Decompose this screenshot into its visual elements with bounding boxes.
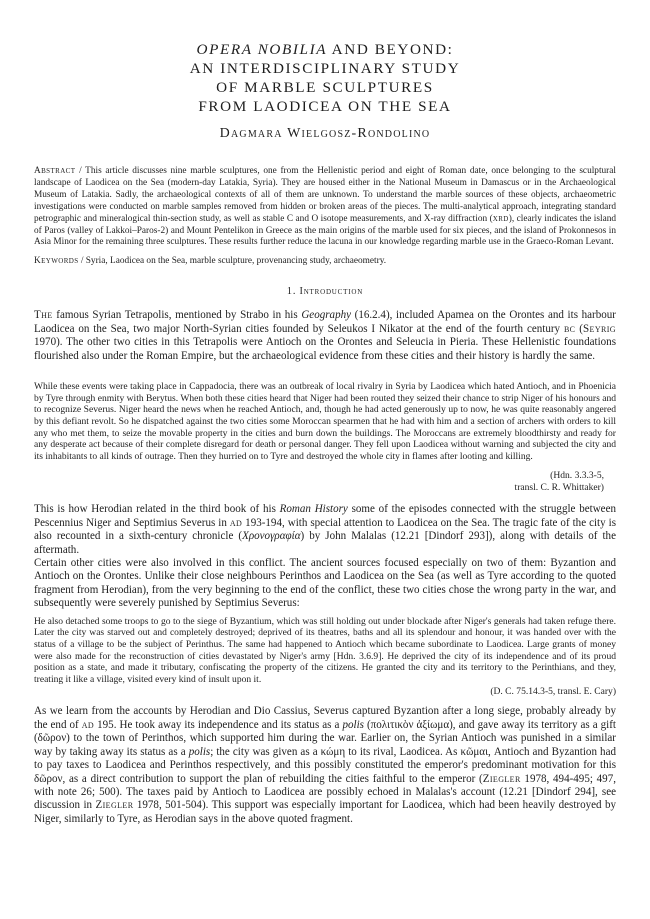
quote-1-citation: [34, 470, 604, 493]
block-quote-2: He also detached some troops to go to the siege of Byzantium, which was still holding out under blockade after Niger's generals had taken refuge there. Later the city was starved out and completely destroyed; deprived of its theatres, baths and all its splendour and honour, it was handed over with the status of a village to be the subject of Perinthus. The same had happened to Antioch which became subordinate to Laodicea. Large grants of money were also made for the reconstruction of cities devastated by Niger's army [Hdn. 3.6.9]. He deprived the city of its independence and of its proud position as a state, and made it tributary, confiscating the property of the citizens. He granted the city and its territory to the Perinthians, and they, treating it like a village, visited every kind of insult upon it.: [34, 615, 616, 686]
block-quote-1: While these events were taking place in Cappadocia, there was an outbreak of local rivalry in Syria by Laodicea which hated Antioch, and in Phoenicia by Tyre through enmity with Berytus. When both these cities heard that Niger had been routed they seized their chance to strip Niger of his honours and to recognize Severus. Niger heard the news when he reached Antioch, and, though he had acted generously up to now, he was quite reasonably angered by this defiant revolt. So he dispatched against the two cities some Moroccan spearmen that he had with him and a section of archers with orders to kill any who met them, to seize the movable property in the cities and burn down the buildings. The Moroccans are extremely bloodthirsty and ready for any desperate act because of their complete disregard for death or personal danger. They fell upon Laodicea without warning and subjected the city and its inhabitants to all kinds of outrage. Then they hurried on to Tyre and destroyed the whole city in flames after looting and killing.: [34, 380, 616, 463]
citation-ziegler: Ziegler: [482, 772, 521, 785]
text-run: (16.2.4), included Apamea on the Orontes and its harbour Laodicea on the Sea, two major North-Syrian cities founded by Seleukos I Nikator at the end of the fourth century: [34, 309, 616, 335]
abstract-label: Abstract: [34, 166, 76, 176]
quote-2-citation: (D. C. 75.14.3-5, transl. E. Cary): [490, 685, 616, 697]
text-run: some of the episodes connected with the struggle between Pescennius Niger and Septimius Severus in: [34, 503, 617, 529]
title-line-4: FROM LAODICEA ON THE SEA: [198, 98, 452, 115]
paragraph-2: [34, 503, 616, 610]
abstract-separator: /: [75, 166, 86, 176]
text-run: As we learn from the accounts by Herodian and Dio Cassius, Severus captured Byzantion after a long siege, probably already by the end of: [34, 705, 616, 731]
greek-chronicle: Χρονογραφία: [242, 530, 301, 543]
title-line-1: [34, 40, 616, 59]
era-bc: bc: [563, 322, 576, 335]
text-run: (: [575, 322, 583, 335]
text-run: This is how Herodian related in the third book of his: [34, 503, 280, 516]
text-run: ; the city was given as a κώμη to its rival, Laodicea. As κῶμαι, Antioch and Byzantion had to pay taxes to Laodicea and Perinthos respectively, and this possibly constituted the emperor's predominant motivation for this δῶρον, as a direct contribution to support the plan of rebuilding the cities faithful to the emperor (: [34, 745, 617, 785]
text-run: 1970). The other two cities in this Tetrapolis were Antioch on the Orontes and Seleucia in Pieria. These Hellenistic foundations flourished also under the Roman Empire, but the archaeological evidence from these cities and their history is hardly the same.: [34, 336, 616, 362]
abstract: [34, 166, 616, 249]
paragraph-3: [34, 705, 616, 826]
title-line-1-rest: AND BEYOND:: [327, 41, 454, 58]
geography-title: Geography: [301, 309, 352, 322]
article-title: [34, 40, 616, 116]
text-run: (πολιτικὸν ἀξίωμα), and gave away its territory as a gift (δῶρον) to the town of Perinthos, which supported him during the war. Earlier on, the Syrian Antioch was punished in a similar way by taking away its status as a: [34, 718, 616, 758]
era-ad: ad: [229, 516, 243, 529]
abstract-xrd: xrd: [492, 213, 509, 224]
quote-1-citation-line-2: transl. C. R. Whittaker): [514, 481, 604, 493]
era-ad: ad: [81, 718, 95, 731]
keywords-label: Keywords: [34, 256, 79, 267]
keywords-separator: /: [78, 256, 86, 267]
abstract-text-end: ), clearly indicates the island of Paros (valley of Lakkoi–Paros-2) and Mount Pentelikon in Greece as the main origins of the marble used for six pieces, and the island of Prokonnesos in Asia Minor for the remaining three sculptures. These results further reduce the lacuna in our knowledge regarding marble use in the Graeco-Roman Levant.: [34, 213, 616, 248]
para-lead: The: [34, 309, 53, 322]
quote-1-citation-line-1: (Hdn. 3.3.3-5,: [550, 469, 604, 481]
text-run: 1978, 494-495; 497, with note 26; 500). The taxes paid by Antioch to Laodicea are possibly echoed in Malalas's account (12.21 [Dindorf 294], see discussion in: [34, 772, 616, 812]
paragraph-1: [34, 309, 616, 363]
text-run: famous Syrian Tetrapolis, mentioned by Strabo in his: [52, 309, 302, 322]
title-line-2: AN INTERDISCIPLINARY STUDY: [189, 60, 461, 77]
text-run: ) by John Malalas (12.21 [Dindorf 293]), along with details of the aftermath.: [34, 530, 616, 556]
citation-seyrig: Seyrig: [582, 322, 616, 335]
text-run: 193-194, with special attention to Laodicea on the Sea. The tragic fate of the city is also recounted in a sixth-century chronicle (: [34, 516, 616, 543]
article-page: [34, 40, 616, 826]
title-italic-part: OPERA NOBILIA: [196, 41, 328, 58]
citation-ziegler: Ziegler: [95, 799, 134, 812]
roman-history-title: Roman History: [279, 503, 348, 516]
polis-term: polis: [188, 745, 211, 758]
section-heading: 1. Introduction: [286, 286, 364, 298]
title-line-3: OF MARBLE SCULPTURES: [216, 79, 434, 96]
keywords-text: Syria, Laodicea on the Sea, marble sculpture, provenancing study, archaeometry.: [85, 256, 387, 267]
paragraph-2-continued: Certain other cities were also involved in this conflict. The ancient sources focused especially on two of them: Byzantion and Antioch on the Orontes. Unlike their close neighbours Perinthos and Laodicea on the Sea (as well as Tyre according to the quoted fragment from Herodian), from the very beginning to the end of the conflict, these two cities chose the wrong party in the war, and subsequently were severely punished by Septimius Severus:: [34, 556, 616, 610]
abstract-text: This article discusses nine marble sculptures, one from the Hellenistic period and eight of Roman date, once belonging to the sculptural landscape of Laodicea on the Sea (modern-day Latakia, Syria). They are housed either in the National Museum in Damascus or in the Archaeological Museum of Latakia. Sadly, the archaeological contexts of all of them are unknown. To understand the marble sources of these objects, archaeometric investigations were conducted on marble samples removed from hidden or broken areas of the pieces. The multi-analytical approach, integrating standard petrographic and mineralogical thin-section study, as well as stable C and O isotope measurements, and X-ray diffraction (: [34, 166, 616, 224]
text-run: 1978, 501-504). This support was especially important for Laodicea, which had been heavily destroyed by Niger, similarly to Tyre, as Herodian says in the above quoted fragment.: [34, 799, 616, 825]
author-name: Dagmara Wielgosz-Rondolino: [219, 126, 431, 141]
keywords: [34, 255, 616, 267]
polis-term: polis: [342, 718, 364, 731]
text-run: 195. He took away its independence and its status as a: [94, 718, 343, 731]
